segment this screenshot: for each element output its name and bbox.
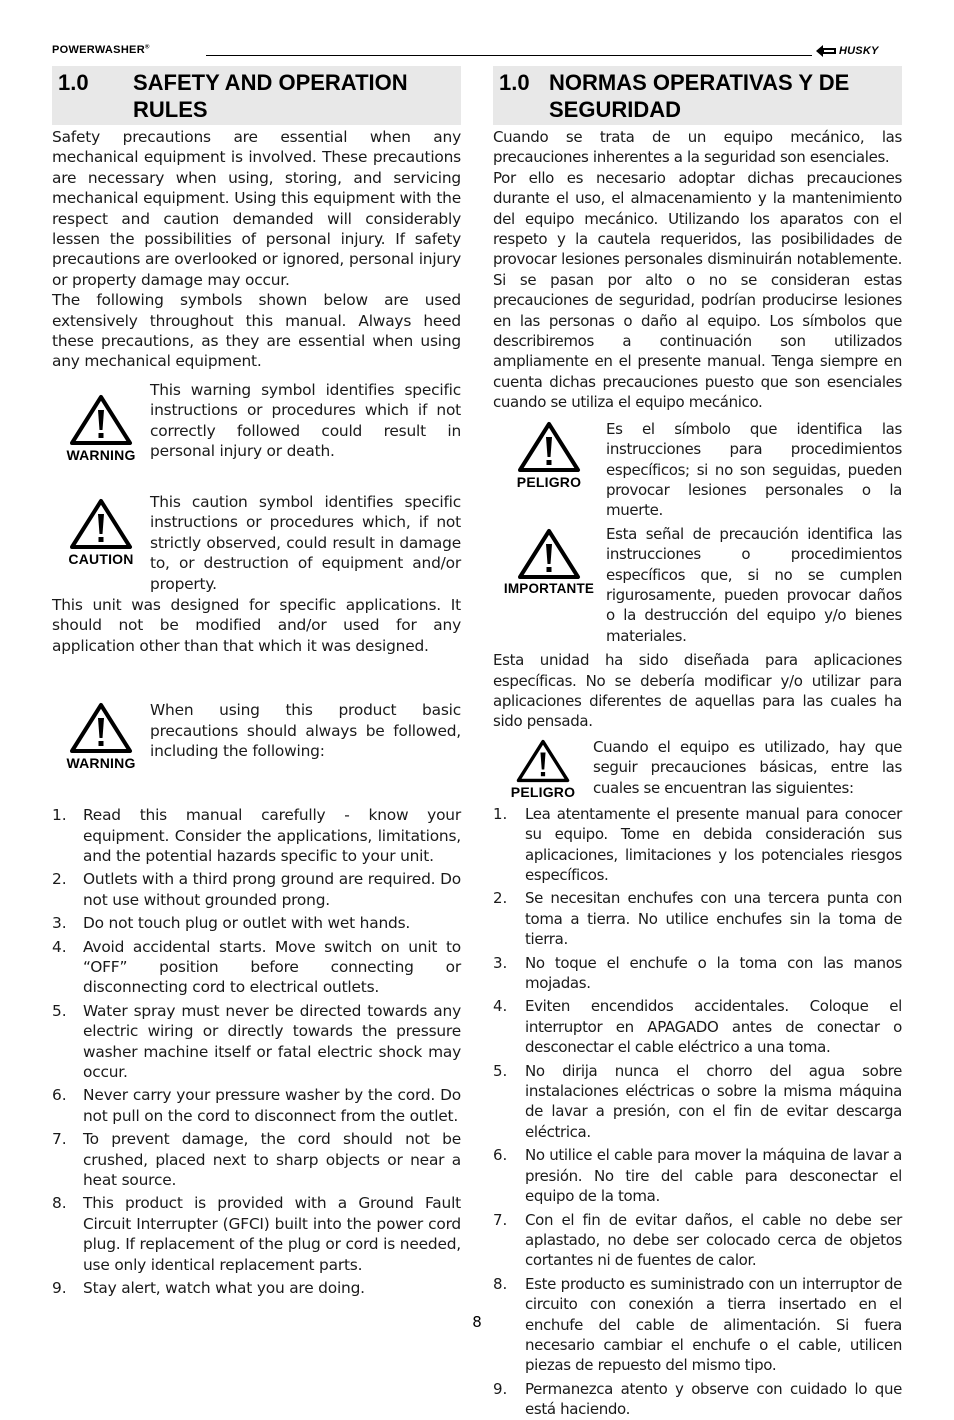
list-item: 1. Read this manual carefully - know your equipment. Consider the applications, limitations, and the potential hazards specific to your unit. — [52, 806, 461, 865]
warning-text: This warning symbol identifies specific instructions or procedures which if not correctly followed could result in personal injury or death. — [150, 380, 461, 461]
warning-block — [52, 380, 461, 463]
warning-triangle-icon — [69, 702, 133, 754]
peligro-precautions-symbol — [493, 737, 593, 800]
caution-symbol — [52, 492, 150, 567]
importante-label: IMPORTANTE — [503, 580, 595, 596]
section-title-english — [52, 66, 461, 125]
list-item: 9. Permanezca atento y observe con cuidado lo que está haciendo. — [493, 1379, 902, 1419]
safety-list-english — [52, 805, 461, 1298]
list-item: 3. No toque el enchufe o la toma con las manos mojadas. — [493, 953, 902, 993]
list-item: 2. Se necesitan enchufes con una tercera punta con toma a tierra. No utilice enchufes sin la toma de tierra. — [493, 889, 902, 949]
list-item: 8. This product is provided with a Ground Fault Circuit Interrupter (GFCI) built into the power cord plug. If replacement of the plug or cord is needed, use only identical replacement parts. — [52, 1194, 461, 1274]
list-item: 7. Con el fin de evitar daños, el cable no debe ser aplastado, no debe ser colocado cerca de objetos cortantes ni de fuentes de calor. — [493, 1210, 902, 1270]
design-paragraph: Esta unidad ha sido diseñada para aplicaciones específicas. No se debería modificar y/o utilizar para aplicaciones diferentes de aquellas para las cuales ha sido pensada. — [493, 651, 902, 731]
list-item: 7. To prevent damage, the cord should not be crushed, placed next to sharp objects or near a heat source. — [52, 1130, 461, 1190]
page-number: 8 — [472, 1313, 482, 1331]
list-item: 3. Do not touch plug or outlet with wet hands. — [52, 914, 411, 933]
peligro-precautions-label: PELIGRO — [510, 783, 576, 800]
peligro-label: PELIGRO — [516, 473, 582, 490]
section-number: 1.0 — [58, 70, 89, 95]
list-item: 5. No dirija nunca el chorro del agua sobre instalaciones eléctricas o sobre la misma máquina de lavar a presión, con el fin de evitar descarga eléctrica. — [493, 1061, 902, 1141]
importante-symbol — [493, 524, 605, 596]
list-item: 5. Water spray must never be directed towards any electric wiring or directly towards the pressure washer machine itself or fatal electric shock may occur. — [52, 1001, 461, 1081]
section-number: 1.0 — [499, 70, 530, 95]
peligro-symbol — [493, 419, 605, 490]
header-brand — [52, 44, 150, 56]
list-item: 6. Never carry your pressure washer by the cord. Do not pull on the cord to disconnect from the outlet. — [52, 1086, 461, 1125]
brand-registered-mark: ® — [144, 44, 150, 51]
list-item: 9. Stay alert, watch what you are doing. — [52, 1279, 365, 1298]
intro-paragraph-1: Cuando se trata de un equipo mecánico, las precauciones inherentes a la seguridad son esenciales. — [493, 128, 902, 167]
intro-paragraph-2: Por ello es necesario adoptar dichas precauciones durante el uso, el almacenamiento y la mantenimiento del equipo mecánico. Utilizando los aparatos con el respeto y la cautela requeridos, las posibilidades de provocar lesiones personales disminuirán notablemente. Si se pasan por alto o no se consideran estas precauciones de seguridad, podrían producirse lesiones en las personas o daño al equipo. Los símbolos que describiremos a continuación son utilizados ampliamente en el presente manual. Tenga siempre en cuenta dichas precauciones puesto que son esenciales cuando se utiliza el equipo mecánico. — [493, 168, 902, 412]
caution-label: CAUTION — [68, 550, 134, 567]
caution-triangle-icon — [517, 528, 581, 580]
header-rule — [206, 55, 812, 56]
importante-text: Esta señal de precaución identifica las instrucciones o procedimientos específicos que, si no se cumplen rigurosamente, pueden provocar daños o la destrucción del equipo y/o bienes materiales. — [606, 524, 902, 645]
warning-precautions-symbol — [52, 700, 150, 771]
importante-block — [493, 524, 902, 646]
warning-triangle-icon — [511, 739, 575, 783]
warning-symbol — [52, 380, 150, 463]
list-item: 4. Eviten encendidos accidentales. Coloque el interruptor en APAGADO antes de conectar o desconectar el cable eléctrico a una toma. — [493, 997, 902, 1057]
intro-paragraph-1: Safety precautions are essential when any mechanical equipment is involved. These precautions are necessary when using, storing, and servicing mechanical equipment. Using this equipment with the respect and caution demanded will considerably lessen the possibilities of personal injury. If safety precautions are overlooked or ignored, personal injury or property damage may occur. — [52, 128, 461, 289]
peligro-block — [493, 419, 902, 521]
list-item: 4. Avoid accidental starts. Move switch on unit to “OFF” position before connecting or disconnecting cord to electrical outlets. — [52, 937, 461, 997]
list-item: 6. No utilice el cable para mover la máquina de lavar a presión. No tire del cable para desconectar el equipo de la toma. — [493, 1146, 902, 1206]
husky-logo — [816, 43, 896, 59]
logo-text: HUSKY — [839, 45, 879, 57]
peligro-precautions-text: Cuando el equipo es utilizado, hay que seguir precauciones básicas, entre las cuales se encuentran las siguientes: — [593, 737, 902, 797]
english-column — [52, 66, 461, 1298]
list-item: 2. Outlets with a third prong ground are required. Do not use without grounded prong. — [52, 870, 461, 909]
design-paragraph: This unit was designed for specific applications. It should not be modified and/or used for any application other than that which it was designed. — [52, 595, 461, 655]
caution-text: This caution symbol identifies specific instructions or procedures which, if not strictly observed, could result in damage to, or destruction of equipment and/or property. — [150, 492, 461, 593]
warning-triangle-icon — [69, 394, 133, 446]
brand-text: POWERWASHER — [52, 44, 145, 56]
warning-precautions-label: WARNING — [66, 755, 136, 772]
warning-triangle-icon — [517, 421, 581, 473]
caution-triangle-icon — [69, 498, 133, 550]
list-item: 1. Lea atentamente el presente manual para conocer su equipo. Tome en debida consideración sus aplicaciones, limitaciones y los potenciales riesgos específicos. — [493, 804, 902, 884]
list-item: 8. Este producto es suministrado con un interruptor de circuito con conexión a tierra insertado en el enchufe del cable de alimentación. Si fuera necesario cambiar el enchufe o el cable, utilicen piezas de repuesto del mismo tipo. — [493, 1274, 902, 1375]
peligro-text: Es el símbolo que identifica las instrucciones para procedimientos específicos; si no son seguidas, pueden provocar lesiones personales o la muerte. — [606, 419, 902, 520]
caution-block — [52, 492, 461, 594]
section-title-text: SAFETY AND OPERATION RULES — [133, 70, 408, 122]
warning-precautions-text: When using this product basic precautions should always be followed, including the following: — [150, 701, 461, 760]
warning-label: WARNING — [66, 446, 136, 463]
peligro-precautions-block — [493, 737, 902, 800]
warning-precautions-block — [52, 700, 461, 771]
intro-paragraph-2: The following symbols shown below are used extensively throughout this manual. Always heed these precautions, as they are essential when using any mechanical equipment. — [52, 291, 461, 371]
spanish-column — [493, 66, 902, 1420]
section-title-text: NORMAS OPERATIVAS Y DE SEGURIDAD — [549, 70, 850, 122]
section-title-spanish — [493, 66, 902, 125]
husky-arrow-icon — [816, 45, 836, 57]
